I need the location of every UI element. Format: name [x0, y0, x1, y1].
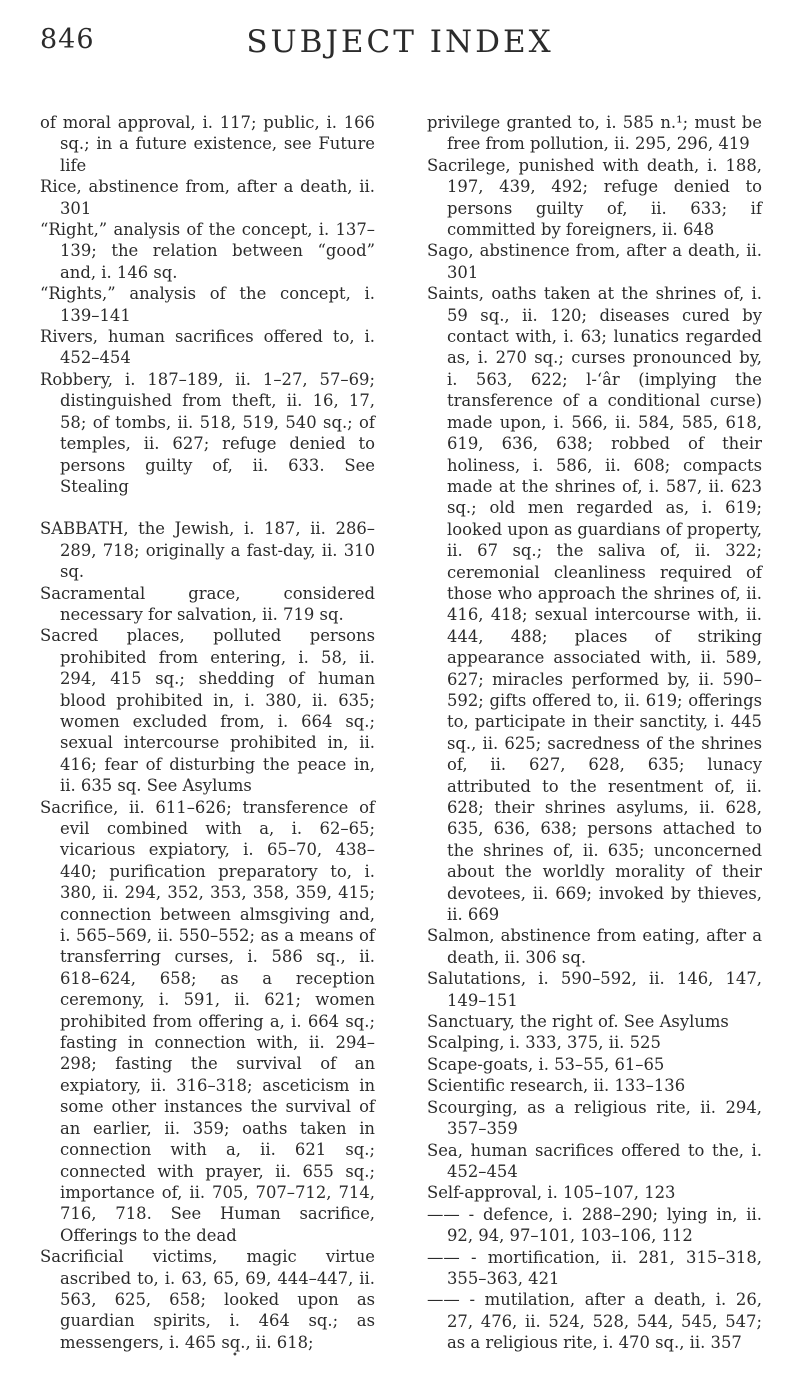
index-entry: SABBATH, the Jewish, i. 187, ii. 286–289, 718; originally a fast-day, ii. 310 sq.	[40, 519, 375, 582]
index-entry: Salutations, i. 590–592, ii. 146, 147, 149–151	[427, 969, 762, 1010]
index-entry: Self-approval, i. 105–107, 123	[427, 1183, 676, 1203]
index-entry: —— - defence, i. 288–290; lying in, ii. 92, 94, 97–101, 103–106, 112	[427, 1204, 762, 1246]
stray-mark: •	[232, 1350, 238, 1361]
index-entry: Sanctuary, the right of. See Asylums	[427, 1012, 729, 1032]
page-number: 846	[40, 24, 95, 55]
index-entry: “Right,” analysis of the concept, i. 137–139; the relation between “good” and, i. 146 sq.	[40, 220, 375, 282]
index-entry: privilege granted to, i. 585 n.¹; must be free from pollution, ii. 295, 296, 419	[427, 113, 762, 154]
page-header	[0, 24, 800, 74]
index-entry: Sacrilege, punished with death, i. 188, 197, 439, 492; refuge denied to persons guilty of, ii. 633; if committed by foreigners, ii. 648	[427, 155, 762, 240]
index-entry: “Rights,” analysis of the concept, i. 139–141	[40, 284, 375, 325]
index-entry: Scalping, i. 333, 375, ii. 525	[427, 1033, 661, 1053]
index-entry: —— - mutilation, after a death, i. 26, 27, 476, ii. 524, 528, 544, 545, 547; as a religious rite, i. 470 sq., ii. 357	[427, 1290, 762, 1353]
index-entry: of moral approval, i. 117; public, i. 166 sq.; in a future existence, see Future life	[40, 113, 375, 175]
index-entry: Rivers, human sacrifices offered to, i. 452–454	[40, 327, 375, 368]
index-entry: Scape-goats, i. 53–55, 61–65	[427, 1054, 665, 1074]
index-entry: Sea, human sacrifices offered to the, i. 452–454	[427, 1140, 762, 1181]
index-entry: —— - mortification, ii. 281, 315–318, 355–363, 421	[427, 1247, 762, 1288]
right-column	[427, 112, 762, 1354]
index-entry: Sago, abstinence from, after a death, ii. 301	[427, 241, 762, 282]
index-entry: Salmon, abstinence from eating, after a death, ii. 306 sq.	[427, 926, 762, 967]
index-entry: Robbery, i. 187–189, ii. 1–27, 57–69; distinguished from theft, ii. 16, 17, 58; of tombs, ii. 518, 519, 540 sq.; of temples, ii. 627; refuge denied to persons guilty of, ii. 633. See Stealing	[40, 369, 375, 496]
index-entry: Sacramental grace, considered necessary for salvation, ii. 719 sq.	[40, 583, 375, 624]
page-title: SUBJECT INDEX	[246, 24, 554, 60]
index-entry: Sacrificial victims, magic virtue ascribed to, i. 63, 65, 69, 444–447, ii. 563, 625, 658; looked upon as guardian spirits, i. 464 sq.; as messengers, i. 465 sq., ii. 618;	[40, 1247, 375, 1352]
index-entry: Rice, abstinence from, after a death, ii. 301	[40, 177, 375, 218]
index-entry: Scientific research, ii. 133–136	[427, 1076, 686, 1096]
index-entry: Saints, oaths taken at the shrines of, i. 59 sq., ii. 120; diseases cured by contact with, i. 63; lunatics regarded as, i. 270 sq.; curses pronounced by, i. 563, 622; l-‘âr (implying the transference of a conditional curse) made upon, i. 566, ii. 584, 585, 618, 619, 636, 638; robbed of their holiness, i. 586, ii. 608; compacts made at the shrines of, i. 587, ii. 623 sq.; old men regarded as, i. 619; looked upon as guardians of property, ii. 67 sq.; the saliva of, ii. 322; ceremonial cleanliness required of those who approach the shrines of, ii. 416, 418; sexual intercourse with, ii. 444, 488; places of striking appearance associated with, ii. 589, 627; miracles performed by, ii. 590–592; gifts offered to, ii. 619; offerings to, participate in their sanctity, i. 445 sq., ii. 625; sacredness of the shrines of, ii. 627, 628, 635; lunacy attributed to the resentment of, ii. 628; their shrines asylums, ii. 628, 635, 636, 638; persons attached to the shrines of, ii. 635; unconcerned about the worldly morality of their devotees, ii. 669; invoked by thieves, ii. 669	[427, 284, 762, 925]
left-column	[40, 112, 375, 1353]
index-entry: Sacred places, polluted persons prohibited from entering, i. 58, ii. 294, 415 sq.; shedding of human blood prohibited in, i. 380, ii. 635; women excluded from, i. 664 sq.; sexual intercourse prohibited in, ii. 416; fear of disturbing the peace in, ii. 635 sq. See Asylums	[40, 626, 375, 796]
index-entry: Sacrifice, ii. 611–626; transference of evil combined with a, i. 62–65; vicarious expiatory, i. 65–70, 438–440; purification preparatory to, i. 380, ii. 294, 352, 353, 358, 359, 415; connection between almsgiving and, i. 565–569, ii. 550–552; as a means of transferring curses, i. 586 sq., ii. 618–624, 658; as a reception ceremony, i. 591, ii. 621; women prohibited from offering a, i. 664 sq.; fasting in connection with, ii. 294–298; fasting the survival of an expiatory, ii. 316–318; asceticism in some other instances the survival of an earlier, ii. 359; oaths taken in connection with a, ii. 621 sq.; connected with prayer, ii. 655 sq.; importance of, ii. 705, 707–712, 714, 716, 718. See Human sacrifice, Offerings to the dead	[40, 797, 375, 1245]
index-entry: Scourging, as a religious rite, ii. 294, 357–359	[427, 1097, 762, 1139]
